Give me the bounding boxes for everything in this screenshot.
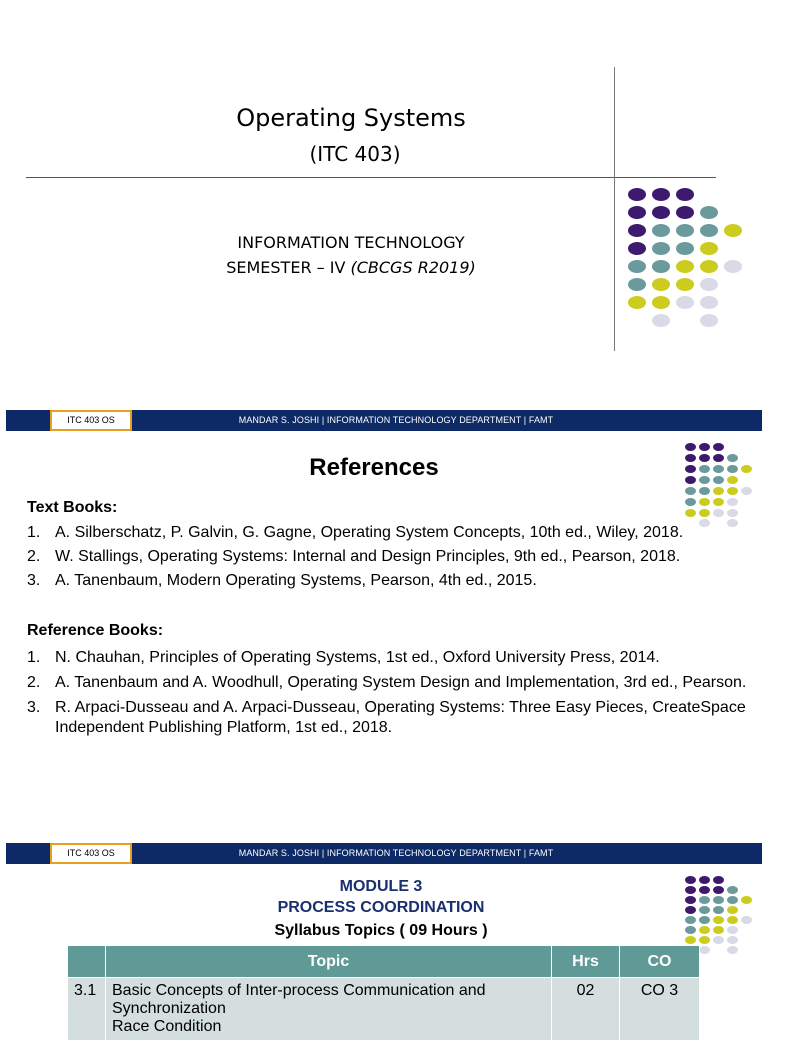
decor-dot bbox=[628, 206, 646, 219]
module-number: MODULE 3 bbox=[339, 878, 423, 895]
list-number: 3. bbox=[27, 572, 41, 589]
list-item bbox=[27, 648, 747, 668]
reference-books-heading: Reference Books: bbox=[27, 622, 164, 639]
slide-header-bar bbox=[6, 410, 762, 431]
decor-dot bbox=[713, 443, 724, 451]
syllabus-heading: Syllabus Topics ( 09 Hours ) bbox=[274, 922, 488, 939]
decor-dot bbox=[699, 487, 710, 495]
list-text: A. Tanenbaum and A. Woodhull, Operating System Design and Implementation, 3rd ed., Pearson. bbox=[55, 674, 747, 691]
list-number: 3. bbox=[27, 699, 41, 716]
decor-dot bbox=[713, 509, 724, 517]
module-title: PROCESS COORDINATION bbox=[277, 899, 485, 916]
decor-dot bbox=[700, 242, 718, 255]
list-number: 1. bbox=[27, 524, 41, 541]
decor-dot bbox=[676, 188, 694, 201]
list-text: W. Stallings, Operating Systems: Internal and Design Principles, 9th ed., Pearson, 2018. bbox=[55, 548, 681, 565]
topic-number: 3.1 bbox=[68, 978, 106, 1041]
scheme-text: (CBCGS R2019) bbox=[350, 258, 476, 277]
topic-cell bbox=[106, 978, 552, 1041]
list-text: A. Tanenbaum, Modern Operating Systems, Pearson, 4th ed., 2015. bbox=[55, 572, 537, 589]
decor-dot bbox=[724, 260, 742, 273]
table-header-row bbox=[68, 946, 700, 978]
column-header-topic: Topic bbox=[106, 946, 552, 978]
decor-dot bbox=[741, 487, 752, 495]
decor-dot bbox=[727, 509, 738, 517]
decor-dot bbox=[652, 278, 670, 291]
decor-dot bbox=[652, 296, 670, 309]
decor-dot bbox=[628, 242, 646, 255]
reference-books-list bbox=[27, 648, 747, 738]
decor-dot bbox=[652, 188, 670, 201]
decor-dot bbox=[727, 946, 738, 954]
decor-dot bbox=[652, 224, 670, 237]
decor-dot bbox=[700, 260, 718, 273]
slide-title: Operating Systems bbox=[236, 104, 466, 132]
decor-dot bbox=[652, 206, 670, 219]
decor-dot bbox=[724, 224, 742, 237]
column-header-number bbox=[68, 946, 106, 978]
decor-dot bbox=[700, 278, 718, 291]
decor-dot bbox=[727, 498, 738, 506]
column-header-hours: Hrs bbox=[552, 946, 620, 978]
decor-dot bbox=[628, 296, 646, 309]
decor-dot bbox=[676, 296, 694, 309]
horizontal-divider bbox=[26, 177, 716, 178]
decor-dot bbox=[628, 224, 646, 237]
decor-dot bbox=[700, 206, 718, 219]
decor-dot bbox=[685, 443, 696, 451]
decor-dot bbox=[700, 314, 718, 327]
decor-dot bbox=[628, 260, 646, 273]
vertical-divider bbox=[614, 67, 615, 351]
presenter-info: MANDAR S. JOSHI | INFORMATION TECHNOLOGY DEPARTMENT | FAMT bbox=[238, 415, 554, 425]
decor-dot bbox=[676, 278, 694, 291]
decor-dot bbox=[685, 509, 696, 517]
decor-dot bbox=[676, 242, 694, 255]
table-row bbox=[68, 978, 700, 1041]
list-number: 2. bbox=[27, 548, 41, 565]
decor-dot bbox=[699, 946, 710, 954]
references-title: References bbox=[309, 454, 439, 481]
topic-text: Basic Concepts of Inter-process Communication and Synchronization bbox=[112, 982, 486, 1017]
list-item bbox=[27, 547, 747, 567]
semester-label bbox=[0, 258, 702, 277]
decor-dot bbox=[685, 498, 696, 506]
decor-dot bbox=[676, 224, 694, 237]
topic-hours: 02 bbox=[552, 978, 620, 1041]
slide-header-bar bbox=[6, 843, 762, 864]
text-books-heading: Text Books: bbox=[27, 499, 118, 516]
semester-text: SEMESTER – IV bbox=[226, 258, 351, 277]
decor-dot bbox=[628, 188, 646, 201]
decor-dot bbox=[713, 487, 724, 495]
text-books-list bbox=[27, 523, 747, 591]
list-number: 2. bbox=[27, 674, 41, 691]
course-badge: ITC 403 OS bbox=[50, 843, 132, 864]
decor-dot bbox=[676, 206, 694, 219]
list-text: N. Chauhan, Principles of Operating Systems, 1st ed., Oxford University Press, 2014. bbox=[55, 649, 660, 666]
decor-dot bbox=[700, 296, 718, 309]
department-label: INFORMATION TECHNOLOGY bbox=[237, 233, 465, 252]
decor-dot bbox=[652, 314, 670, 327]
decor-dot bbox=[685, 487, 696, 495]
decor-dot bbox=[699, 509, 710, 517]
list-item bbox=[27, 571, 747, 591]
decor-dot bbox=[652, 260, 670, 273]
list-number: 1. bbox=[27, 649, 41, 666]
decor-dot bbox=[727, 487, 738, 495]
course-code: (ITC 403) bbox=[309, 142, 401, 166]
presenter-info: MANDAR S. JOSHI | INFORMATION TECHNOLOGY DEPARTMENT | FAMT bbox=[238, 848, 554, 858]
decor-dot bbox=[652, 242, 670, 255]
list-text: R. Arpaci-Dusseau and A. Arpaci-Dusseau, Operating Systems: Three Easy Pieces, CreateSpace Independent Publishing Platform, 1st ed., 2018. bbox=[55, 699, 746, 736]
topic-text-continued: Race Condition bbox=[112, 1018, 222, 1035]
decor-dot bbox=[699, 443, 710, 451]
topic-co: CO 3 bbox=[620, 978, 700, 1041]
column-header-co: CO bbox=[620, 946, 700, 978]
decor-dot bbox=[699, 498, 710, 506]
decor-dot bbox=[628, 278, 646, 291]
decor-dot bbox=[676, 260, 694, 273]
title-slide bbox=[0, 0, 768, 360]
list-item bbox=[27, 523, 747, 543]
list-text: A. Silberschatz, P. Galvin, G. Gagne, Operating System Concepts, 10th ed., Wiley, 2018. bbox=[55, 524, 684, 541]
decor-dot bbox=[713, 498, 724, 506]
list-item bbox=[27, 673, 747, 693]
syllabus-table bbox=[67, 945, 700, 1041]
decor-dot bbox=[700, 224, 718, 237]
course-badge: ITC 403 OS bbox=[50, 410, 132, 431]
list-item bbox=[27, 698, 747, 738]
